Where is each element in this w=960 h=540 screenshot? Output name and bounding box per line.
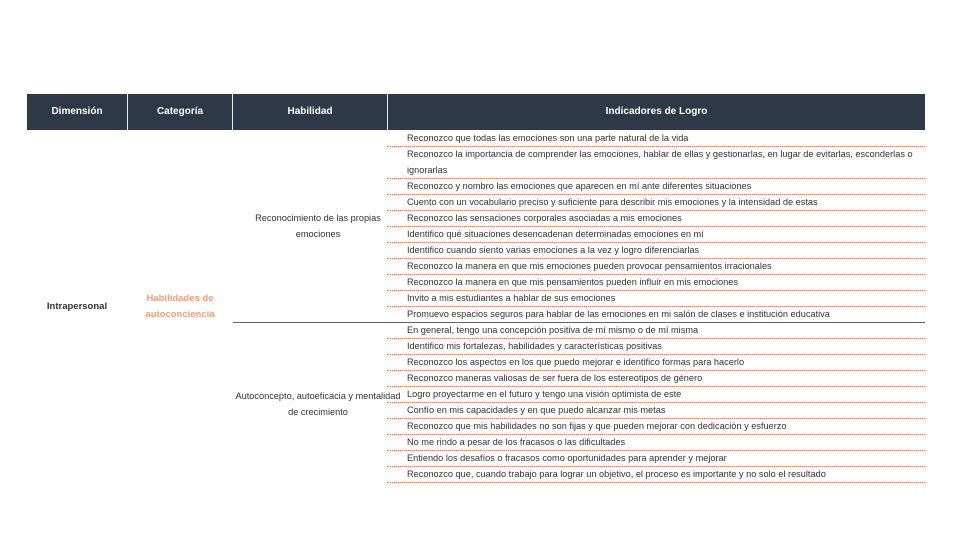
table-header: [27, 94, 925, 130]
indicator-item: Reconozco las sensaciones corporales asociadas a mis emociones: [407, 213, 682, 223]
skill-name: Autoconcepto, autoeficacia y mentalidad de crecimiento: [235, 391, 401, 417]
indicator-item: Promuevo espacios seguros para hablar de las emociones en mi salón de clases e institución educativa: [407, 309, 830, 319]
indicator-item: No me rindo a pesar de los fracasos o las dificultades: [407, 437, 626, 447]
indicator-item: Logro proyectarme en el futuro y tengo una visión optimista de este: [407, 389, 682, 399]
indicator-item: Reconozco la manera en que mis emociones pueden provocar pensamientos irracionales: [407, 261, 772, 271]
indicator-item: Identifico mis fortalezas, habilidades y características positivas: [407, 341, 662, 351]
header-indicators: Indicadores de Logro: [605, 106, 708, 117]
indicator-item: Identifico qué situaciones desencadenan determinadas emociones en mí: [407, 229, 704, 239]
indicator-item: Reconozco la importancia de comprender las emociones, hablar de ellas y gestionarlas, en lugar de evitarlas, esconderlas o ignorarlas: [407, 149, 913, 175]
skill-name: Reconocimiento de las propias emociones: [255, 213, 381, 239]
indicator-item: En general, tengo una concepción positiva de mí mismo o de mí misma: [407, 325, 699, 335]
indicator-item: Reconozco y nombro las emociones que aparecen en mí ante diferentes situaciones: [407, 181, 752, 191]
indicator-item: Invito a mis estudiantes a hablar de sus emociones: [407, 293, 616, 303]
indicator-item: Reconozco la manera en que mis pensamientos pueden influir en mis emociones: [407, 277, 738, 287]
indicator-item: Reconozco que, cuando trabajo para lograr un objetivo, el proceso es importante y no solo el resultado: [407, 469, 826, 479]
indicator-item: Reconozco que mis habilidades no son fijas y que pueden mejorar con dedicación y esfuerzo: [407, 421, 787, 431]
indicator-item: Cuento con un vocabulario preciso y suficiente para describir mis emociones y la intensidad de estas: [407, 197, 818, 207]
header-category: Categoría: [156, 106, 204, 117]
indicator-item: Reconozco los aspectos en los que puedo mejorar e identifico formas para hacerlo: [407, 357, 745, 367]
indicator-item: Identifico cuando siento varias emociones a la vez y logro diferenciarlas: [407, 245, 700, 255]
header-skill: Habilidad: [287, 106, 333, 117]
row-divider: [387, 482, 925, 483]
dimension-cell: Intrapersonal: [46, 301, 108, 312]
indicator-item: Reconozco maneras valiosas de ser fuera de los estereotipos de género: [407, 373, 703, 383]
category-cell: Habilidades de autoconciencia: [145, 293, 215, 320]
indicator-item: Reconozco que todas las emociones son una parte natural de la vida: [407, 133, 689, 143]
indicator-item: Confío en mis capacidades y en que puedo alcanzar mis metas: [407, 405, 666, 415]
indicator-item: Entiendo los desafíos o fracasos como oportunidades para aprender y mejorar: [407, 453, 727, 463]
header-dimension: Dimensión: [51, 106, 103, 117]
